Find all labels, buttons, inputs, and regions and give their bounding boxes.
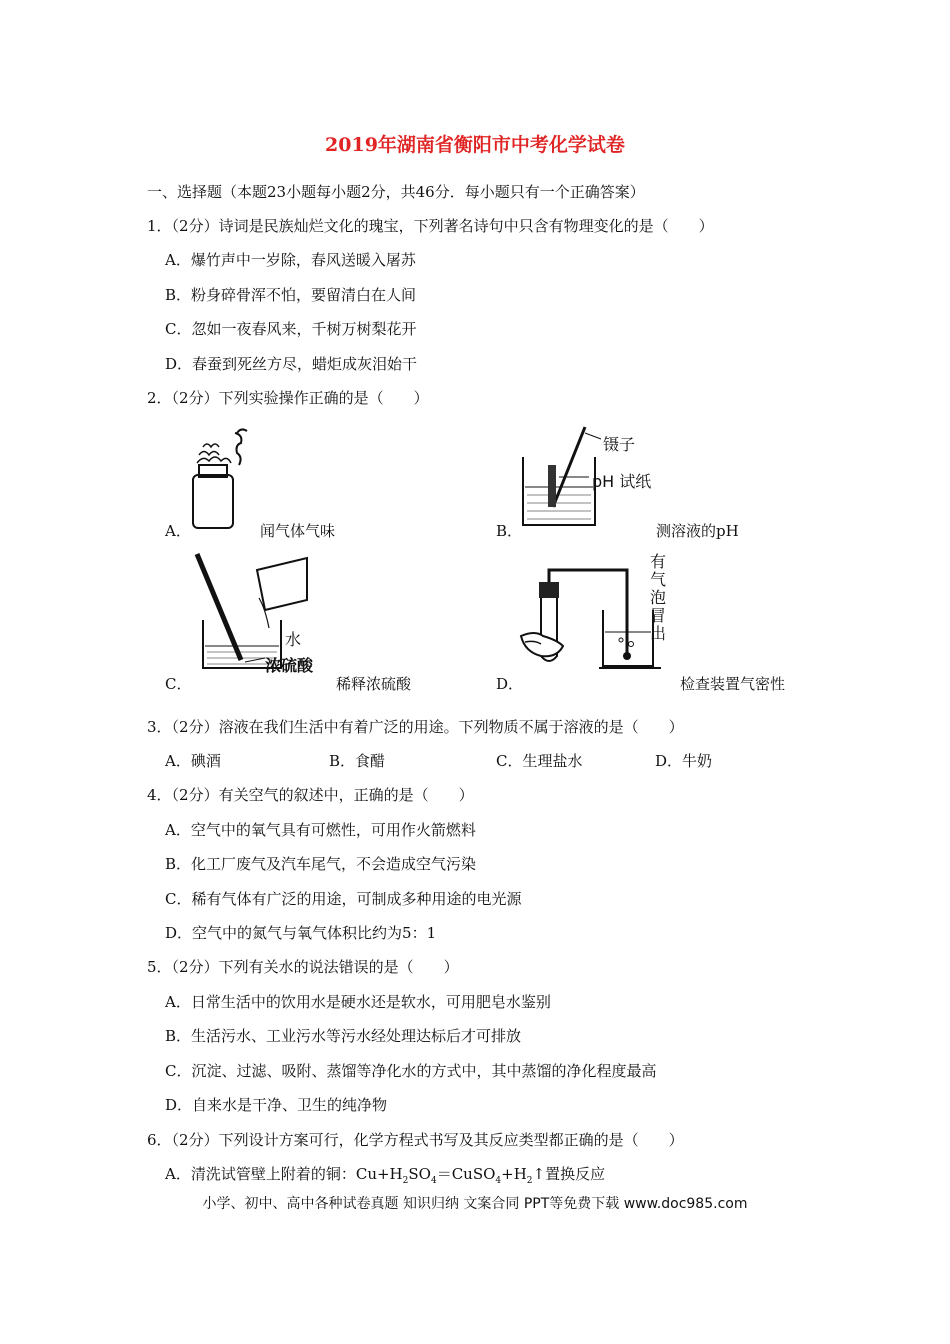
q2-option-b-caption: 测溶液的pH (656, 522, 739, 540)
figure-b-label-ph-paper: pH 试纸 (592, 472, 652, 491)
q4-option-d: D．空气中的氮气与氧气体积比约为5：1 (165, 924, 437, 942)
q3-option-b: B．食醋 (329, 752, 386, 770)
figure-b-label-tweezers: 镊子 (603, 435, 636, 454)
figure-d-label (650, 553, 666, 643)
q3-option-c: C．生理盐水 (496, 752, 583, 770)
equation-part: +H (501, 1165, 527, 1183)
page-footer: 小学、初中、高中各种试卷真题 知识归纳 文案合同 PPT等免费下载 www.doc985.com (202, 1196, 748, 1212)
q5-option-c: C．沉淀、过滤、吸附、蒸馏等净化水的方式中，其中蒸馏的净化程度最高 (165, 1062, 657, 1080)
equation-subscript: 2 (402, 1176, 409, 1186)
q6-option-a (165, 1165, 605, 1190)
q3-option-d: D．牛奶 (655, 752, 713, 770)
figure-d-label-char: 出 (650, 624, 667, 643)
q2-option-a-letter: A． (165, 522, 191, 540)
q1-option-b: B．粉身碎骨浑不怕，要留清白在人间 (165, 286, 417, 304)
figure-airtightness (515, 560, 665, 675)
figure-d-label-char: 泡 (650, 588, 667, 607)
equation-part: ↑置换反应 (532, 1165, 606, 1183)
q2-option-c-caption: 稀释浓硫酸 (336, 675, 412, 693)
figure-d-label-char: 气 (650, 570, 667, 589)
q4-option-c: C．稀有气体有广泛的用途，可制成多种用途的电光源 (165, 890, 522, 908)
equation-part: ＝CuSO (436, 1165, 496, 1183)
equation-subscript: 4 (495, 1176, 502, 1186)
q4-option-b: B．化工厂废气及汽车尾气，不会造成空气污染 (165, 855, 477, 873)
q2-stem: 2．（2分）下列实验操作正确的是（ ） (147, 389, 429, 407)
q5-stem: 5．（2分）下列有关水的说法错误的是（ ） (147, 958, 459, 976)
equation-subscript: 2 (526, 1176, 533, 1186)
q2-option-a-caption: 闻气体气味 (260, 522, 336, 540)
equation-part: SO (408, 1165, 431, 1183)
q5-option-d: D．自来水是干净、卫生的纯净物 (165, 1096, 388, 1114)
q6-option-a-text: A．清洗试管壁上附着的铜： (165, 1165, 356, 1183)
q1-option-d: D．春蚕到死丝方尽，蜡炬成灰泪始干 (165, 355, 418, 373)
q1-stem: 1．（2分）诗词是民族灿烂文化的瑰宝，下列著名诗句中只含有物理变化的是（ ） (147, 217, 714, 235)
q2-option-b-letter: B． (496, 522, 523, 540)
figure-d-label-char: 有 (650, 552, 667, 571)
equation-part: Cu+H (355, 1165, 403, 1183)
q4-option-a: A．空气中的氧气具有可燃性，可用作火箭燃料 (165, 821, 476, 839)
section-heading: 一、选择题（本题23小题每小题2分，共46分．每小题只有一个正确答案） (147, 183, 645, 201)
q3-stem: 3．（2分）溶液在我们生活中有着广泛的用途。下列物质不属于溶液的是（ ） (147, 718, 684, 736)
q3-option-a: A．碘酒 (165, 752, 221, 770)
q1-option-a: A．爆竹声中一岁除，春风送暖入屠苏 (165, 251, 416, 269)
q1-option-c: C．忽如一夜春风来，千树万树梨花开 (165, 320, 417, 338)
q6-stem: 6．（2分）下列设计方案可行，化学方程式书写及其反应类型都正确的是（ ） (147, 1131, 684, 1149)
figure-c-label-water: 水 (285, 630, 302, 649)
page-title: 2019年湖南省衡阳市中考化学试卷 (325, 134, 625, 156)
q4-stem: 4．（2分）有关空气的叙述中，正确的是（ ） (147, 786, 474, 804)
figure-smell-gas (185, 425, 255, 530)
q5-option-b: B．生活污水、工业污水等污水经处理达标后才可排放 (165, 1027, 522, 1045)
q2-option-c-letter: C． (165, 675, 192, 693)
figure-d-label-char: 冒 (650, 606, 667, 625)
figure-c-label-acid: 浓硫酸 (265, 656, 314, 675)
q5-option-a: A．日常生活中的饮用水是硬水还是软水，可用肥皂水鉴别 (165, 993, 551, 1011)
q2-option-d-caption: 检查装置气密性 (680, 675, 786, 693)
equation-subscript: 4 (430, 1176, 437, 1186)
q2-option-d-letter: D． (496, 675, 524, 693)
